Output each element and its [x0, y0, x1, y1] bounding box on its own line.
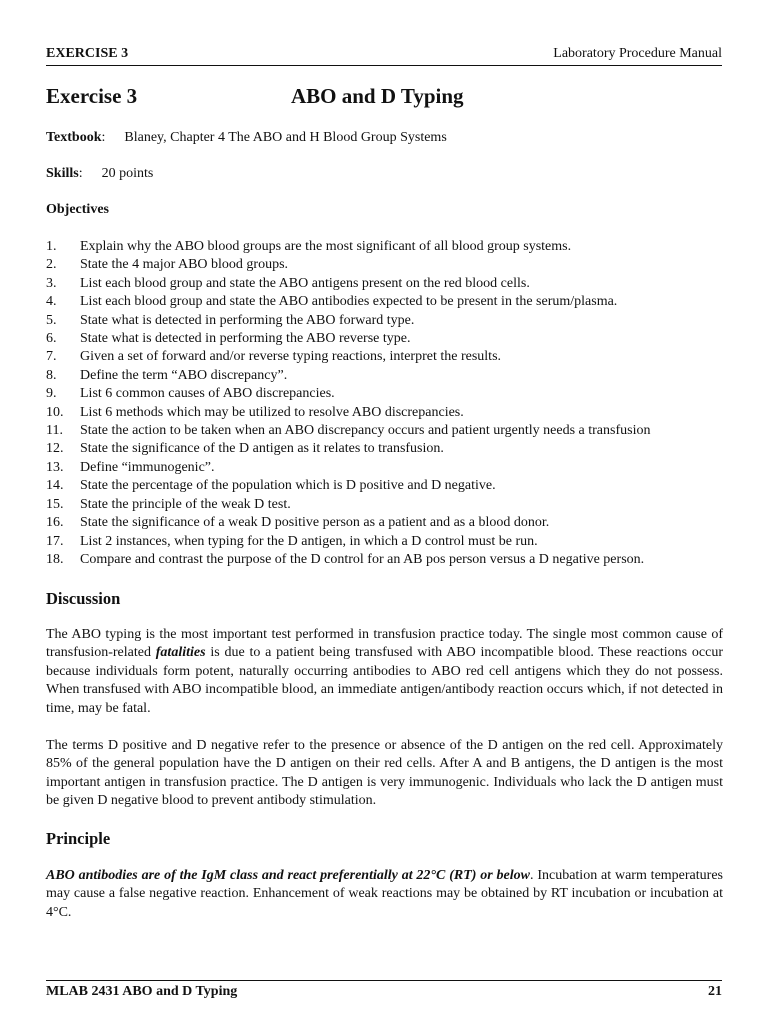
objective-item: 13. Define “immunogenic”.: [46, 459, 215, 475]
header-manual-title: Laboratory Procedure Manual: [553, 46, 722, 61]
objective-item: 14. State the percentage of the population which is D positive and D negative.: [46, 478, 496, 494]
objective-item: 16. State the significance of a weak D positive person as a patient and as a blood donor.: [46, 515, 550, 531]
objective-item: 9. List 6 common causes of ABO discrepancies.: [46, 386, 335, 402]
objective-item: 17. List 2 instances, when typing for the D antigen, in which a D control must be run.: [46, 533, 538, 549]
objectives-list: [46, 238, 726, 569]
discussion-heading: Discussion: [46, 589, 121, 608]
objective-item: 6. State what is detected in performing the ABO reverse type.: [46, 331, 411, 347]
skills-label: Skills: [46, 166, 79, 181]
objective-item: 5. State what is detected in performing the ABO forward type.: [46, 312, 415, 328]
objective-item: 3. List each blood group and state the ABO antigens present on the red blood cells.: [46, 275, 530, 291]
page-number: 21: [708, 984, 722, 999]
objective-item: 10. List 6 methods which may be utilized to resolve ABO discrepancies.: [46, 404, 464, 420]
textbook-value: Blaney, Chapter 4 The ABO and H Blood Group Systems: [124, 130, 447, 145]
footer-course: MLAB 2431 ABO and D Typing: [46, 984, 238, 999]
objective-item: 1. Explain why the ABO blood groups are the most significant of all blood group systems.: [46, 239, 572, 254]
skills-line: Skills: 20 points: [46, 166, 154, 181]
objective-item: 4. List each blood group and state the ABO antibodies expected to be present in the serum/plasma.: [46, 294, 618, 310]
objective-item: 7. Given a set of forward and/or reverse typing reactions, interpret the results.: [46, 349, 502, 365]
objective-item: 11. State the action to be taken when an ABO discrepancy occurs and patient urgently needs a transfusion: [46, 423, 651, 439]
objectives-heading: Objectives: [46, 202, 109, 217]
exercise-title: Exercise 3: [46, 84, 138, 108]
principle-paragraph: ABO antibodies are of the IgM class and react preferentially at 22°C (RT) or below. Incubation at warm temperatures may cause a false negative reaction. Enhancement of weak reactions may be obtained by RT incubation or incubation at 4°C.: [46, 868, 723, 920]
header-divider: [46, 65, 722, 66]
objective-item: 15. State the principle of the weak D test.: [46, 496, 291, 512]
exercise-subject: ABO and D Typing: [291, 84, 464, 108]
emphasis-fatalities: fatalities: [155, 645, 206, 661]
discussion-paragraph-1: The ABO typing is the most important test performed in transfusion practice today. The single most common cause of transfusion-related fatalities is due to a patient being transfused with ABO incompatible blood. These reactions occur because individuals form potent, naturally occurring antibodies to ABO red cell antigens which they do not possess. When transfused with ABO incompatible blood, an immediate antigen/antibody reaction occurs which, if not detected in time, may be fatal.: [46, 627, 723, 716]
objective-item: 12. State the significance of the D antigen as it relates to transfusion.: [46, 441, 444, 457]
discussion-paragraph-2: The terms D positive and D negative refer to the presence or absence of the D antigen on the red cell. Approximately 85% of the general population have the D antigen on their red cells. After A and B antigens, the D antigen is the most important antigen in transfusion practice. The D antigen is very immunogenic. Individuals who lack the D antigen must be given D negative blood to prevent antibody stimulation.: [46, 738, 723, 809]
objective-item: 18. Compare and contrast the purpose of the D control for an AB pos person versus a D negative person.: [46, 551, 645, 567]
objective-item: 2. State the 4 major ABO blood groups.: [46, 257, 289, 273]
header-exercise-label: EXERCISE 3: [46, 46, 129, 61]
principle-emphasis: ABO antibodies are of the IgM class and react preferentially at 22°C (RT) or below: [46, 868, 530, 883]
principle-heading: Principle: [46, 829, 111, 848]
skills-value: 20 points: [101, 166, 154, 181]
textbook-label: Textbook: [46, 130, 102, 145]
footer-divider: [46, 980, 722, 981]
objective-item: 8. Define the term “ABO discrepancy”.: [46, 367, 288, 383]
textbook-line: Textbook: Blaney, Chapter 4 The ABO and H Blood Group Systems: [46, 130, 447, 145]
